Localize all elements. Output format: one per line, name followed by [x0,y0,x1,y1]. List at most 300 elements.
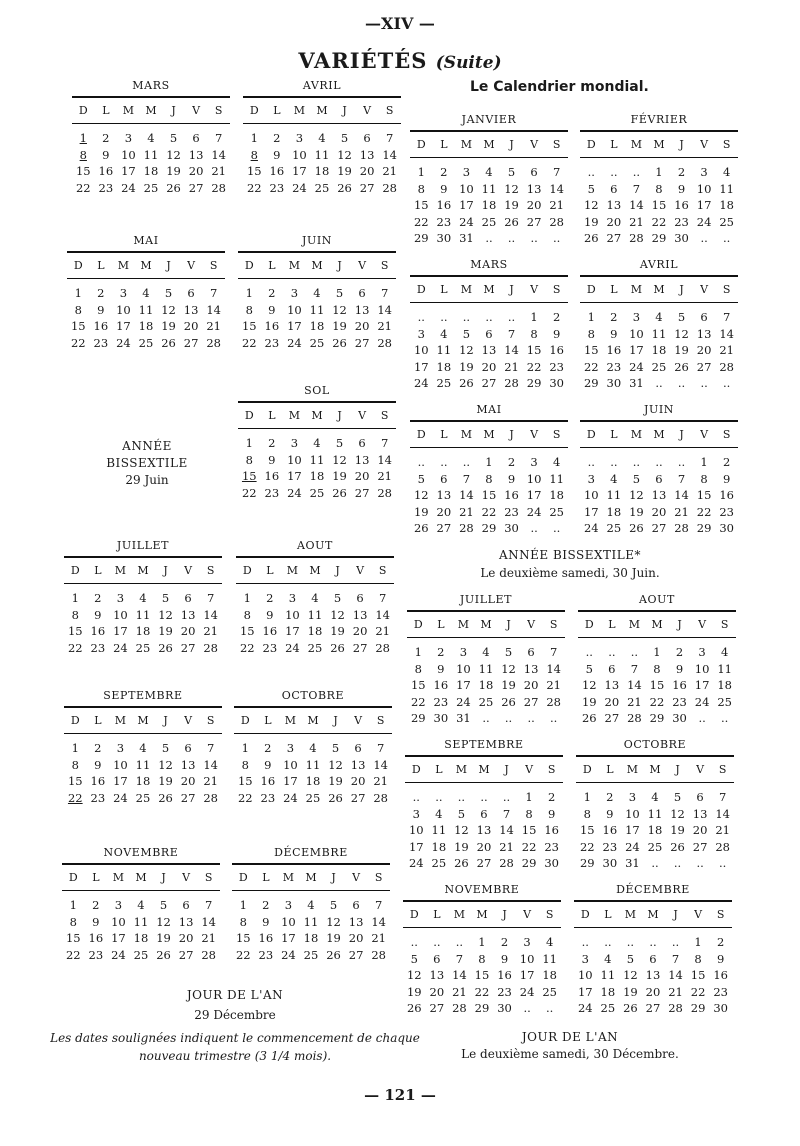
day-cell: .. [655,376,663,390]
day-cell: 7 [205,898,213,912]
week-row [407,710,565,727]
day-cell: 15 [246,164,262,178]
day-cell: 28 [203,640,218,655]
day-cell: 15 [235,931,251,945]
weekday-header: D [578,612,601,638]
weekday-header: M [306,253,329,279]
week-row [236,607,394,624]
day-cell: .. [698,711,706,725]
week-row [67,318,225,335]
day-cell: 25 [138,335,154,350]
day-cell: 25 [600,1001,616,1015]
weekday-header: S [545,132,568,158]
week-row [234,773,392,790]
day-cell: 8 [583,806,591,821]
day-cell: 28 [206,335,221,350]
weekday-header: L [433,422,456,448]
day-cell: 10 [283,757,298,772]
day-cell: 14 [549,181,564,196]
month-grid [64,558,222,656]
day-cell: 5 [335,436,344,450]
weekday-header: L [261,403,284,429]
day-cell: 4 [553,455,561,469]
day-cell: 11 [606,488,622,502]
day-cell: 31 [459,231,474,245]
day-cell: 22 [75,180,91,195]
day-cell: 13 [359,147,375,162]
weekday-header: M [625,277,648,303]
day-cell: 9 [264,757,272,772]
day-cell: 16 [549,343,564,357]
day-cell: 7 [377,741,385,755]
day-cell: 11 [481,181,497,196]
day-cell: 2 [268,286,276,300]
day-cell: 26 [337,180,352,195]
day-cell: .. [723,376,731,390]
day-cell: 25 [436,376,452,390]
day-cell: 19 [583,214,599,229]
day-cell: 25 [309,335,325,350]
day-cell: 21 [452,984,467,999]
day-cell: 21 [201,931,216,945]
day-cell: 17 [629,343,644,357]
weekday-header: M [478,277,501,303]
day-cell: .. [462,455,471,469]
day-cell: 29 [474,1001,490,1015]
day-cell: .. [417,310,425,324]
weekday-header: M [448,902,471,928]
day-cell: 7 [462,471,471,486]
day-cell: 5 [507,165,516,179]
day-cell: 13 [481,343,497,357]
day-cell: .. [546,1001,554,1015]
weekday-header-row [234,708,392,734]
weekday-header: S [367,865,390,891]
day-cell: 5 [462,326,471,341]
day-cell: 21 [377,319,392,333]
weekday-header: D [407,612,430,638]
weekday-header: L [603,422,626,448]
day-cell: 3 [700,165,708,179]
day-cell: 30 [674,231,689,245]
week-row [238,452,396,469]
day-cell: 21 [203,624,218,638]
month-name: DÉCEMBRE [616,883,690,896]
day-cell: 30 [544,856,559,870]
day-cell: 8 [417,181,425,196]
weekday-header: S [207,98,230,124]
day-cell: 7 [207,741,215,755]
day-cell: 25 [133,947,149,962]
day-cell: 2 [440,165,448,179]
month-name: SOL [304,384,330,397]
day-cell: 10 [113,757,128,772]
day-cell: 22 [583,359,599,374]
day-cell: 7 [381,436,389,450]
day-cell: 27 [481,376,497,390]
day-cell: 1 [79,131,87,145]
week-row [580,520,738,537]
weekday-header: M [625,132,648,158]
day-cell: 10 [583,488,599,502]
day-cell: 23 [672,694,687,709]
day-cell: 20 [354,319,370,333]
day-cell: 1 [71,741,79,755]
day-cell: .. [412,790,420,804]
day-cell: 3 [119,286,128,300]
weekday-header: M [112,253,135,279]
weekday-header: M [648,422,671,448]
day-cell: 24 [113,790,128,805]
weekday-header: M [304,558,327,584]
day-cell: .. [677,376,686,390]
week-row [410,487,568,504]
day-cell: 21 [371,931,386,945]
day-cell: 1 [71,591,79,605]
leap-note-line1: ANNÉE [122,439,172,453]
day-cell: 2 [264,741,272,755]
day-cell: 9 [675,661,684,676]
week-row [238,429,396,452]
day-cell: 17 [287,319,302,333]
day-cell: 22 [235,947,251,962]
day-cell: 8 [525,806,533,821]
month-grid [67,253,225,351]
day-cell: 29 [521,856,537,870]
day-cell: 24 [121,180,136,195]
day-cell: 25 [719,214,734,229]
weekday-header: M [642,902,665,928]
day-cell: 7 [502,806,511,821]
day-cell: 6 [352,898,360,912]
month-name: AOUT [639,593,675,606]
week-row [236,640,394,657]
day-cell: .. [655,455,663,469]
day-cell: 20 [429,984,445,999]
day-cell: 2 [610,310,618,324]
day-cell: 23 [602,839,618,854]
weekday-header: V [689,757,712,783]
day-cell: 23 [269,180,285,195]
day-cell: 23 [606,359,622,374]
month-name: JUIN [643,403,675,416]
day-cell: 23 [98,180,114,195]
day-cell: 26 [332,335,347,350]
weekday-header: J [500,422,523,448]
day-cell: 19 [156,931,171,945]
day-cell: 17 [121,164,136,178]
day-cell: 26 [158,640,173,655]
day-cell: 23 [88,947,104,962]
weekday-header: D [574,902,597,928]
day-cell: 26 [330,640,345,655]
day-cell: 12 [406,968,422,982]
day-cell: 21 [627,694,642,709]
day-cell: .. [440,455,448,469]
world-calendar-decembre [574,882,732,1017]
day-cell: 20 [526,198,542,212]
day-cell: 7 [210,286,218,300]
week-row [410,520,568,537]
day-cell: 17 [292,164,307,178]
day-cell: 24 [283,790,298,805]
day-cell: 28 [504,376,519,390]
day-cell: 14 [674,488,689,502]
day-cell: 12 [670,806,685,821]
day-cell: 24 [577,1001,593,1015]
month-name: AOUT [297,539,333,552]
day-cell: 12 [166,147,181,162]
weekday-header: D [238,403,261,429]
day-cell: 4 [604,951,612,966]
day-cell: 19 [504,198,519,212]
day-cell: .. [550,711,558,725]
day-cell: .. [530,521,538,535]
day-cell: 8 [245,452,253,467]
weekday-header: J [157,253,180,279]
month-name: JUIN [301,234,333,247]
weekday-header: M [619,902,642,928]
day-cell: 28 [377,335,392,350]
weekday-header: D [410,277,433,303]
day-cell: 2 [500,935,509,949]
day-cell: 28 [629,231,644,245]
day-cell: 20 [523,678,539,692]
weekday-header: M [279,708,302,734]
day-cell: 16 [674,198,689,212]
day-cell: 3 [632,310,641,324]
day-cell: 19 [674,343,689,357]
calendar-juin [238,233,396,351]
day-cell: 20 [476,839,492,854]
day-cell: 11 [600,968,616,982]
weekday-header: M [648,132,671,158]
world-calendar-novembre [403,882,561,1017]
world-leap-sub: Le deuxième samedi, 30 Juin. [480,566,660,580]
day-cell: 11 [542,951,557,966]
day-cell: 11 [314,147,330,162]
world-calendar-mars [410,257,568,392]
week-row [62,891,220,914]
day-cell: 8 [485,471,493,486]
day-cell: 14 [629,198,644,212]
day-cell: 27 [429,1001,445,1015]
day-cell: 7 [207,591,215,605]
weekday-header: M [471,902,494,928]
left-new-year-title: JOUR DE L'AN [186,988,284,1002]
day-cell: 18 [431,839,447,854]
weekday-header: S [540,757,563,783]
day-cell: 15 [649,678,665,692]
week-row [410,359,568,376]
day-cell: 25 [717,694,732,709]
day-cell: 11 [431,823,447,837]
week-row [410,375,568,392]
day-cell: 21 [719,343,734,357]
day-cell: 29 [583,376,599,390]
day-cell: 3 [290,286,299,300]
weekday-header: J [500,132,523,158]
weekday-header: L [430,612,453,638]
month-grid [580,277,738,392]
day-cell: 22 [241,485,257,500]
day-cell: 16 [93,319,109,333]
day-cell: 28 [203,790,218,805]
week-row [62,914,220,931]
day-cell: .. [604,935,612,949]
day-cell: 31 [629,376,644,390]
day-cell: 4 [309,741,317,755]
day-cell: 19 [326,931,341,945]
weekday-header: L [603,277,626,303]
weekday-header: M [644,757,667,783]
day-cell: 18 [135,624,151,638]
day-cell: .. [417,455,425,469]
day-cell: 20 [352,624,368,638]
day-cell: 24 [629,359,644,374]
day-cell: 27 [180,790,196,805]
day-cell: 16 [264,469,280,483]
day-cell: 26 [674,359,689,374]
day-cell: 13 [692,806,708,821]
week-row [243,147,401,164]
day-cell: 28 [211,180,226,195]
page-number: — 121 — [364,1086,436,1104]
day-cell: 8 [700,471,708,486]
calendar-octobre [234,688,392,806]
day-cell: 1 [700,455,708,469]
day-cell: 24 [413,376,429,390]
month-grid [580,422,738,537]
day-cell: 17 [577,984,593,999]
day-cell: 4 [546,935,554,949]
month-name: FÉVRIER [630,113,688,126]
day-cell: 17 [285,624,300,638]
day-cell: 15 [67,774,83,788]
calendar-septembre [64,688,222,806]
weekday-header: S [202,253,225,279]
day-cell: 19 [454,839,469,854]
day-cell: 8 [241,757,249,772]
day-cell: 22 [696,504,712,519]
week-row [405,855,563,872]
day-cell: 3 [288,591,297,605]
day-cell: 19 [328,774,343,788]
weekday-header: L [603,132,626,158]
day-cell: 13 [476,823,492,837]
world-new-year-sub: Le deuxième samedi, 30 Décembre. [461,1047,679,1061]
day-cell: 23 [544,839,559,854]
day-cell: 19 [332,319,347,333]
day-cell: 1 [243,591,251,605]
day-cell: 28 [546,694,561,709]
day-cell: 8 [655,181,663,196]
weekday-header: S [197,865,220,891]
day-cell: 21 [459,504,474,519]
left-new-year-date: 29 Décembre [194,1008,276,1022]
weekday-header: M [455,277,478,303]
weekday-header: M [455,132,478,158]
day-cell: 26 [158,790,173,805]
weekday-header: V [175,865,198,891]
day-cell: 8 [245,302,253,317]
week-row [64,623,222,640]
day-cell: 3 [587,471,595,486]
weekday-header: M [625,422,648,448]
weekday-header: M [277,865,300,891]
day-cell: 2 [723,455,731,469]
day-cell: 17 [113,624,128,638]
day-cell: 14 [627,678,642,692]
day-cell: 9 [273,147,281,162]
day-cell: 29 [413,231,429,245]
day-cell: 24 [526,504,542,519]
day-cell: 8 [694,951,702,966]
day-cell: 31 [456,711,471,725]
weekday-header: V [347,708,370,734]
day-cell: 11 [309,452,325,467]
calendar-decembre [232,845,390,963]
day-cell: 14 [203,757,218,772]
day-cell: 10 [113,607,128,622]
day-cell: 26 [406,1001,422,1015]
day-cell: 25 [542,984,557,999]
day-cell: 1 [241,741,249,755]
day-cell: 27 [645,1001,661,1015]
day-cell: 3 [412,806,420,821]
day-cell: .. [700,376,708,390]
weekday-header: D [72,98,95,124]
world-calendar-avril [580,257,738,392]
day-cell: 11 [138,302,154,317]
weekday-header: V [177,708,200,734]
day-cell: 4 [721,645,729,659]
day-cell: 6 [649,951,657,966]
day-cell: .. [435,790,443,804]
weekday-header: J [333,98,356,124]
day-cell: 2 [437,645,445,659]
day-cell: 13 [180,607,196,622]
day-cell: 19 [158,774,173,788]
day-cell: 11 [305,757,321,772]
day-cell: 26 [504,214,519,229]
day-cell: 12 [332,452,347,467]
week-row [410,197,568,214]
day-cell: 11 [647,806,663,821]
weekday-header: S [199,708,222,734]
day-cell: 10 [111,914,126,929]
weekday-header: M [450,757,473,783]
day-cell: 21 [668,984,683,999]
day-cell: 12 [501,661,516,676]
weekday-header: J [152,865,175,891]
day-cell: 13 [183,302,199,317]
day-cell: 20 [183,319,199,333]
day-cell: 2 [677,165,686,179]
day-cell: 15 [75,164,91,178]
month-name: MAI [476,403,502,416]
day-cell: 3 [286,741,295,755]
weekday-header-row [64,708,222,734]
day-cell: 7 [386,131,394,145]
day-cell: 16 [258,931,274,945]
day-cell: 4 [139,741,147,755]
day-cell: 1 [239,898,247,912]
day-cell: 17 [413,359,429,374]
weekday-header: S [371,558,394,584]
weekday-header: S [715,277,738,303]
day-cell: 25 [651,359,667,374]
